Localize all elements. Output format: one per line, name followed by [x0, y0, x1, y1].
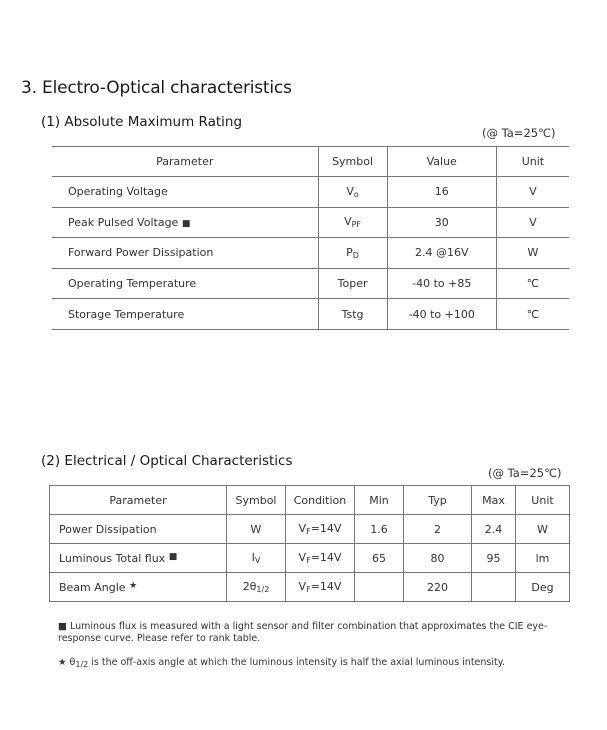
table-row: [50, 544, 570, 573]
header-parameter: Parameter: [52, 147, 318, 177]
value-cell: 30: [387, 207, 496, 238]
header-parameter: Parameter: [50, 486, 227, 515]
header-value: Value: [387, 147, 496, 177]
symbol-cell: $2\theta_{1/2}$: [227, 573, 286, 602]
abs-max-heading: (1) Absolute Maximum Rating: [41, 114, 243, 130]
header-min: Min: [355, 486, 404, 515]
square-marker-icon: ■: [181, 218, 191, 229]
section-title: 3. Electro-Optical characteristics: [21, 78, 292, 98]
unit-cell: W: [516, 515, 570, 544]
max-cell: [472, 573, 516, 602]
symbol-cell: Tstg: [318, 299, 387, 330]
note-luminous-flux: ■ Luminous flux is measured with a light sensor and filter combination that approximates the CIE eye-response curve. Please refer to rank table.: [58, 621, 548, 644]
value-cell: -40 to +85: [387, 268, 496, 299]
square-marker-icon: ■: [168, 551, 178, 562]
header-max: Max: [472, 486, 516, 515]
typ-cell: 220: [404, 573, 472, 602]
symbol-cell: $V_o$: [318, 177, 387, 208]
param-cell: Power Dissipation: [50, 515, 227, 544]
elec-table: [49, 485, 570, 602]
star-marker-icon: ★: [129, 580, 138, 591]
min-cell: 1.6: [355, 515, 404, 544]
typ-cell: 80: [404, 544, 472, 573]
unit-cell: ℃: [496, 299, 569, 330]
note-beam-angle: ★ $\theta_{1/2}$ is the off-axis angle at which the luminous intensity is half the axial luminous intensity.: [58, 657, 506, 669]
unit-cell: V: [496, 177, 569, 208]
param-cell: Peak Pulsed Voltage ■: [52, 207, 318, 238]
condition-cell: $V_F=14V$: [286, 515, 355, 544]
table-header-row: [52, 147, 569, 177]
header-unit: Unit: [516, 486, 570, 515]
table-row: [52, 238, 569, 269]
param-cell: Luminous Total flux ■: [50, 544, 227, 573]
typ-cell: 2: [404, 515, 472, 544]
header-unit: Unit: [496, 147, 569, 177]
unit-cell: V: [496, 207, 569, 238]
abs-max-table: [52, 146, 569, 330]
max-cell: 95: [472, 544, 516, 573]
unit-cell: Deg: [516, 573, 570, 602]
table-row: [50, 515, 570, 544]
param-cell: Beam Angle ★: [50, 573, 227, 602]
table-row: [52, 299, 569, 330]
table-row: [52, 268, 569, 299]
symbol-cell: Toper: [318, 268, 387, 299]
table-row: [52, 207, 569, 238]
condition-cell: $V_F=14V$: [286, 544, 355, 573]
value-cell: 16: [387, 177, 496, 208]
symbol-cell: $V_{PF}$: [318, 207, 387, 238]
unit-cell: ℃: [496, 268, 569, 299]
param-cell: Operating Temperature: [52, 268, 318, 299]
param-cell: Forward Power Dissipation: [52, 238, 318, 269]
value-cell: -40 to +100: [387, 299, 496, 330]
unit-cell: W: [496, 238, 569, 269]
table-row: [50, 573, 570, 602]
abs-max-condition: (@ Ta=25℃): [482, 126, 556, 140]
param-cell: Operating Voltage: [52, 177, 318, 208]
elec-condition: (@ Ta=25℃): [488, 466, 562, 480]
elec-heading: (2) Electrical / Optical Characteristics: [41, 453, 293, 469]
condition-cell: $V_F=14V$: [286, 573, 355, 602]
min-cell: 65: [355, 544, 404, 573]
symbol-cell: $P_D$: [318, 238, 387, 269]
header-condition: Condition: [286, 486, 355, 515]
symbol-cell: $I_V$: [227, 544, 286, 573]
table-row: [52, 177, 569, 208]
square-marker-icon: ■: [58, 621, 67, 632]
header-symbol: Symbol: [227, 486, 286, 515]
max-cell: 2.4: [472, 515, 516, 544]
value-cell: 2.4 @16V: [387, 238, 496, 269]
min-cell: [355, 573, 404, 602]
star-marker-icon: ★: [58, 657, 67, 668]
param-cell: Storage Temperature: [52, 299, 318, 330]
symbol-cell: W: [227, 515, 286, 544]
table-header-row: [50, 486, 570, 515]
unit-cell: lm: [516, 544, 570, 573]
header-typ: Typ: [404, 486, 472, 515]
header-symbol: Symbol: [318, 147, 387, 177]
